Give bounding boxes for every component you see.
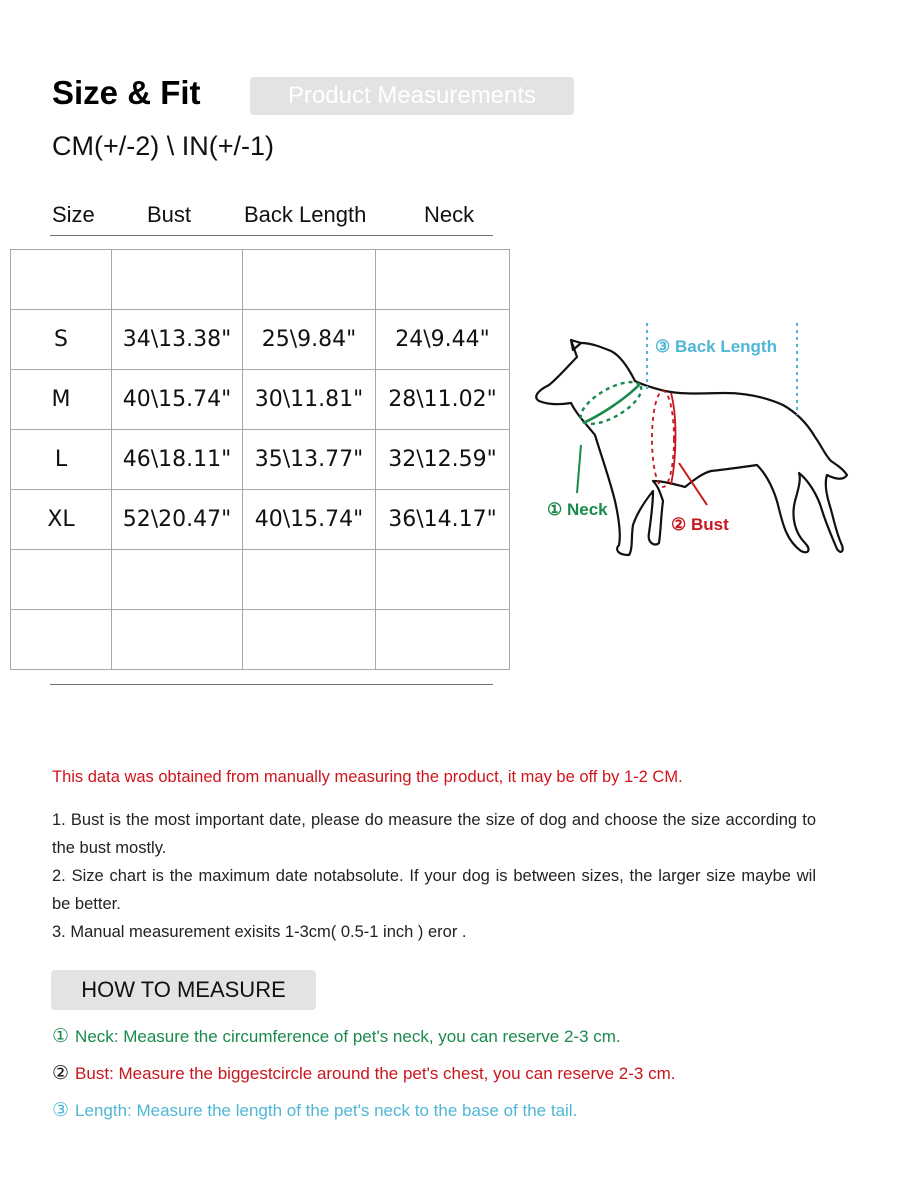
measurement-cell: 28\11.02" xyxy=(376,370,510,430)
measurement-cell: 40\15.74" xyxy=(243,490,376,550)
measurement-cell xyxy=(112,550,243,610)
size-cell: M xyxy=(11,370,112,430)
note-item-3: 3. Manual measurement exisits 1-3cm( 0.5-1 inch ) eror . xyxy=(52,923,467,941)
how-to-neck xyxy=(52,1025,621,1047)
back-length-label: ③ Back Length xyxy=(655,337,777,356)
table-row xyxy=(11,310,510,370)
dog-measurement-diagram xyxy=(525,305,870,575)
measurement-cell: 25\9.84" xyxy=(243,310,376,370)
measurement-cell: 30\11.81" xyxy=(243,370,376,430)
measurement-cell: 35\13.77" xyxy=(243,430,376,490)
measurement-cell xyxy=(376,250,510,310)
size-table xyxy=(10,249,510,670)
table-row xyxy=(11,550,510,610)
notes-list xyxy=(52,806,816,946)
measurement-cell xyxy=(112,250,243,310)
measurement-warning: This data was obtained from manually measuring the product, it may be off by 1-2 CM. xyxy=(52,768,683,786)
column-header-neck: Neck xyxy=(424,202,475,227)
how-to-bust xyxy=(52,1062,675,1084)
measurement-cell: 24\9.44" xyxy=(376,310,510,370)
measurement-cell xyxy=(243,550,376,610)
measurement-cell xyxy=(376,610,510,670)
size-cell xyxy=(11,610,112,670)
bust-label: ② Bust xyxy=(671,515,729,534)
table-row xyxy=(11,430,510,490)
note-item-2: 2. Size chart is the maximum date notabsolute. If your dog is between sizes, the larger size maybe wil be better. xyxy=(52,867,816,913)
product-measurements-badge: Product Measurements xyxy=(250,77,574,115)
size-cell xyxy=(11,550,112,610)
how-to-length xyxy=(52,1099,577,1121)
table-row xyxy=(11,490,510,550)
column-header-size: Size xyxy=(52,202,95,227)
measurement-cell: 52\20.47" xyxy=(112,490,243,550)
table-row xyxy=(11,370,510,430)
column-header-bust: Bust xyxy=(147,202,192,227)
how-to-bust-text: Bust: Measure the biggestcircle around the pet's chest, you can reserve 2-3 cm. xyxy=(75,1064,676,1083)
size-cell: XL xyxy=(11,490,112,550)
size-cell: L xyxy=(11,430,112,490)
size-cell: S xyxy=(11,310,112,370)
measurement-cell: 34\13.38" xyxy=(112,310,243,370)
neck-label: ① Neck xyxy=(547,500,608,519)
measurement-cell xyxy=(376,550,510,610)
table-row xyxy=(11,250,510,310)
measurement-cell: 40\15.74" xyxy=(112,370,243,430)
measurement-cell: 46\18.11" xyxy=(112,430,243,490)
page-title: Size & Fit xyxy=(52,74,201,111)
measurement-cell xyxy=(243,250,376,310)
step-1-icon: ① xyxy=(52,1025,70,1047)
how-to-measure-heading: HOW TO MEASURE xyxy=(51,970,316,1010)
column-header-back-length: Back Length xyxy=(244,202,367,227)
size-cell xyxy=(11,250,112,310)
note-item-1: 1. Bust is the most important date, please do measure the size of dog and choose the size according to the bust mostly. xyxy=(52,811,816,857)
measurement-cell: 32\12.59" xyxy=(376,430,510,490)
measurement-cell: 36\14.17" xyxy=(376,490,510,550)
step-2-icon: ② xyxy=(52,1062,70,1084)
step-3-icon: ③ xyxy=(52,1099,70,1121)
measurement-cell xyxy=(112,610,243,670)
how-to-neck-text: Neck: Measure the circumference of pet's neck, you can reserve 2-3 cm. xyxy=(75,1027,621,1046)
measurement-cell xyxy=(243,610,376,670)
table-bottom-divider xyxy=(50,684,493,685)
units-label: CM(+/-2) \ IN(+/-1) xyxy=(52,131,275,161)
table-row xyxy=(11,610,510,670)
how-to-length-text: Length: Measure the length of the pet's neck to the base of the tail. xyxy=(75,1101,578,1120)
header-divider xyxy=(50,235,493,236)
